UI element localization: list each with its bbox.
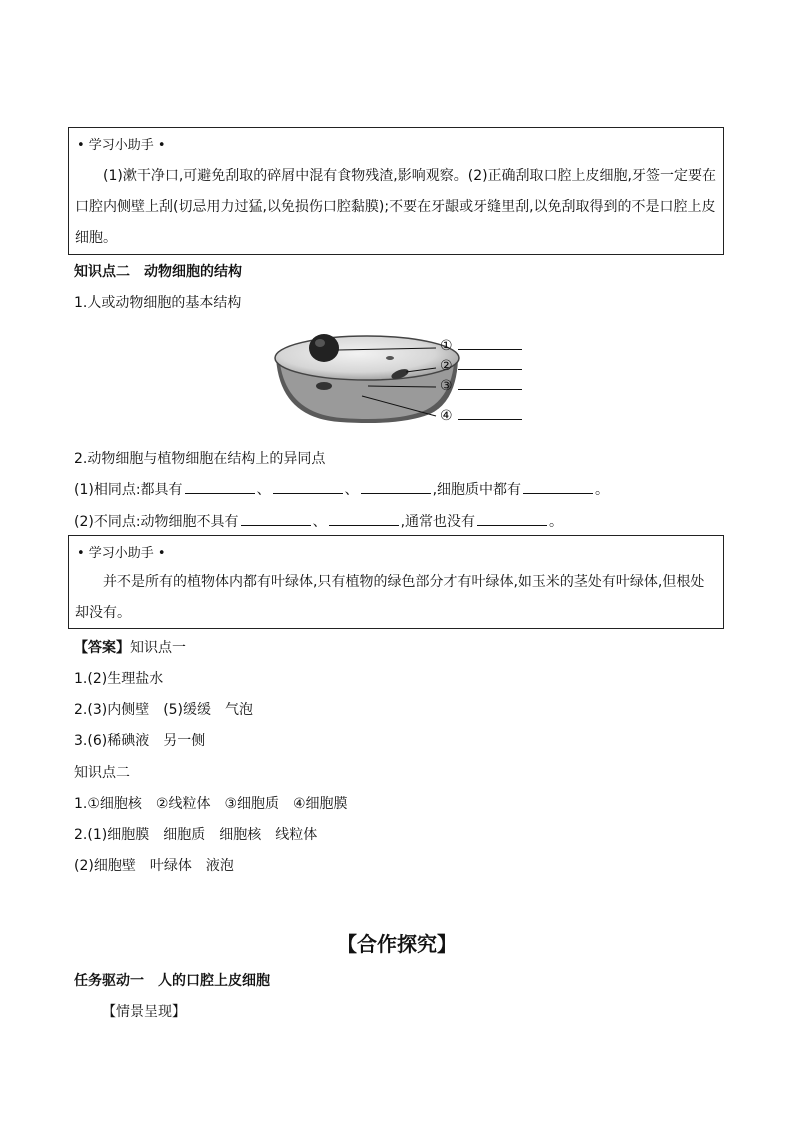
answer-line: (2)细胞壁 叶绿体 液泡 — [74, 858, 234, 874]
answer-line: 2.(3)内侧壁 (5)缓缓 气泡 — [74, 702, 254, 718]
tip-line: 细胞。 — [75, 230, 117, 246]
diff-point-line: (2)不同点:动物细胞不具有 、 ,通常也没有 。 — [74, 514, 564, 530]
cell-top — [275, 336, 459, 380]
tip-text — [75, 161, 717, 254]
tip-header: • 学习小助手 • — [77, 546, 166, 561]
tip-text — [75, 567, 717, 629]
item-2: 2.动物细胞与植物细胞在结构上的异同点 — [74, 451, 326, 467]
diagram-label-1: ① — [440, 338, 522, 354]
mitochondrion-shape — [316, 382, 332, 390]
item-1: 1.人或动物细胞的基本结构 — [74, 295, 242, 311]
tip-line: 口腔内侧壁上刮(切忌用力过猛,以免损伤口腔黏膜);不要在牙龈或牙缝里刮,以免刮取得到的不是口腔上皮 — [75, 199, 716, 215]
tip-box-1 — [68, 127, 724, 255]
answer-subtitle: 知识点二 — [74, 765, 130, 781]
answer-line: 1.(2)生理盐水 — [74, 671, 164, 687]
diagram-label-3: ③ — [440, 378, 522, 394]
tip-header: • 学习小助手 • — [77, 138, 166, 153]
mitochondrion-shape — [386, 356, 394, 360]
tip-line: (1)漱干净口,可避免刮取的碎屑中混有食物残渣,影响观察。(2)正确刮取口腔上皮细胞,牙签一定要在 — [103, 168, 717, 184]
coop-heading: 【合作探究】 — [337, 932, 457, 956]
same-point-line: (1)相同点:都具有 、 、 ,细胞质中都有 。 — [74, 482, 610, 498]
tip-line: 并不是所有的植物体内都有叶绿体,只有植物的绿色部分才有叶绿体,如玉米的茎处有叶绿体,但根处 — [103, 574, 705, 590]
tip-line: 却没有。 — [75, 605, 131, 621]
answer-line: 3.(6)稀碘液 另一侧 — [74, 733, 206, 749]
answer-title: 【答案】知识点一 — [74, 640, 186, 656]
section-title: 知识点二 动物细胞的结构 — [74, 264, 242, 280]
scene-title: 【情景呈现】 — [102, 1004, 186, 1020]
diagram-label-4: ④ — [440, 408, 522, 424]
answer-line: 2.(1)细胞膜 细胞质 细胞核 线粒体 — [74, 827, 318, 843]
diagram-label-2: ② — [440, 358, 522, 374]
task-title: 任务驱动一 人的口腔上皮细胞 — [74, 973, 270, 989]
tip-box-2 — [68, 535, 724, 629]
nucleus-shape — [309, 334, 339, 362]
answer-line: 1.①细胞核 ②线粒体 ③细胞质 ④细胞膜 — [74, 796, 348, 812]
